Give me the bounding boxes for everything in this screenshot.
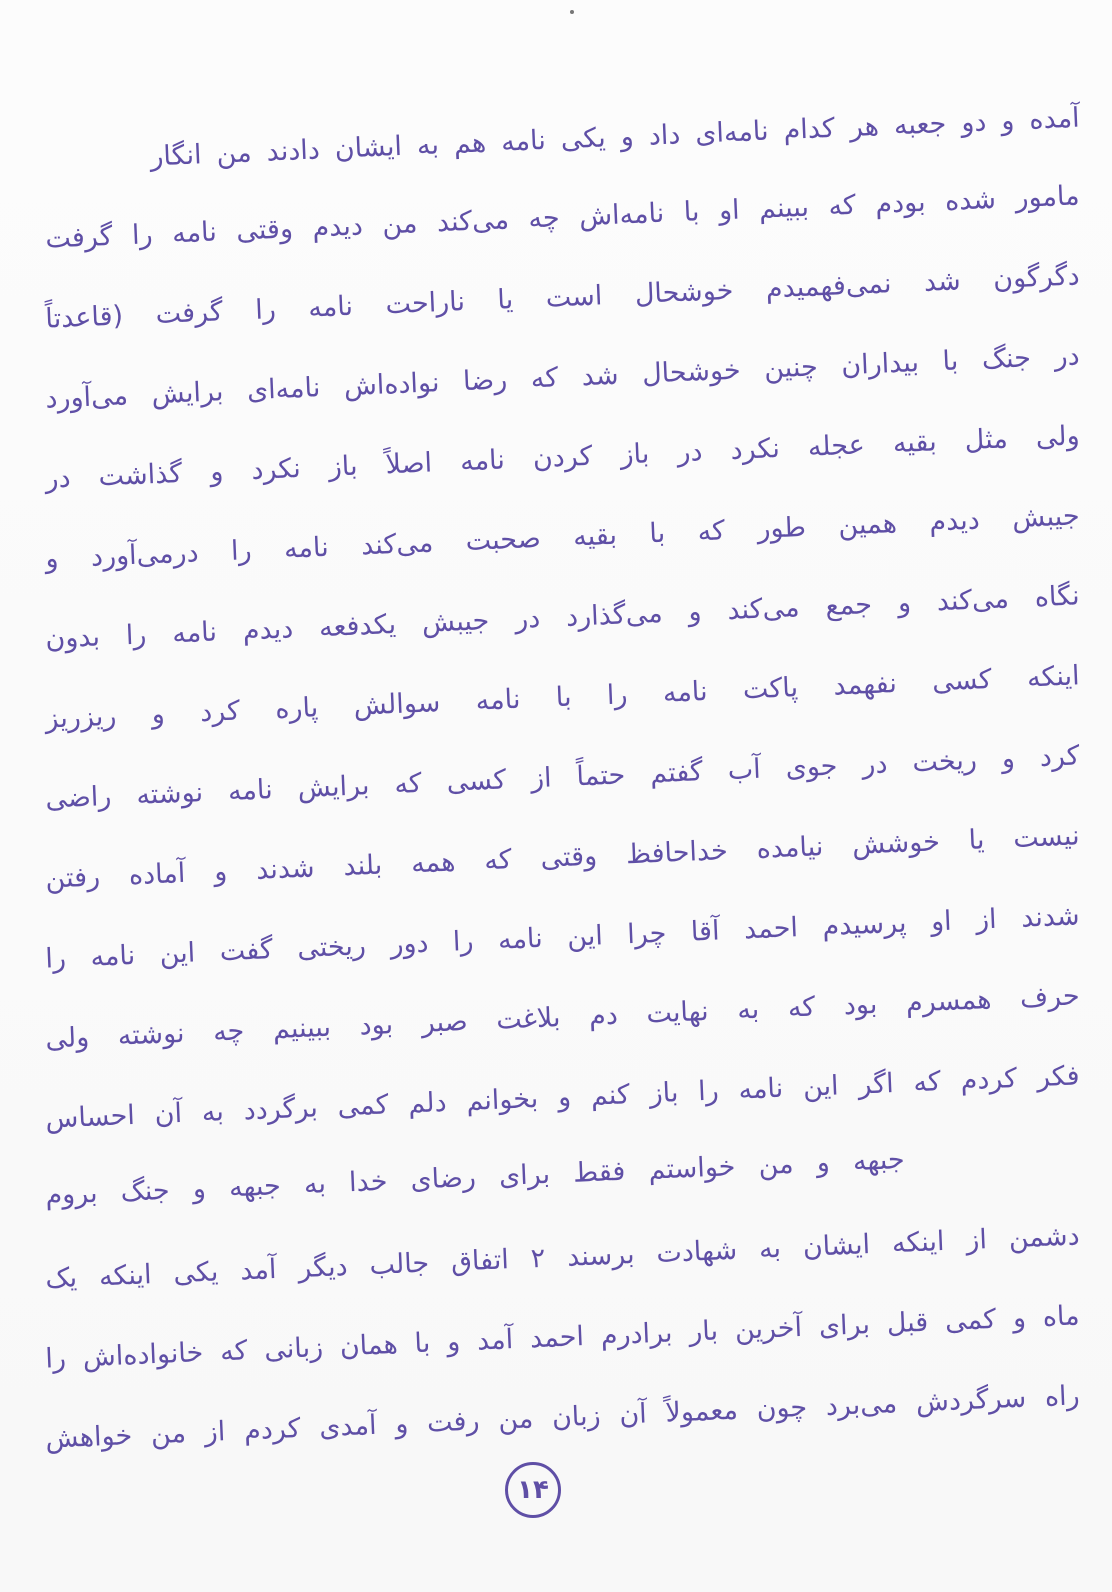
handwritten-line: حرف همسرم بود که به نهایت دم بلاغت صبر بود ببینیم چه نوشته ولی (44, 980, 1081, 1055)
handwritten-line: مامور شده بودم که ببینم او با نامه‌اش چه می‌کند من دیدم وقتی نامه را گرفت (44, 180, 1081, 255)
handwritten-line: در جنگ با بیداران چنین خوشحال شد که رضا نواده‌اش نامه‌ای برایش می‌آورد (44, 340, 1081, 415)
handwritten-line: شدند از او پرسیدم احمد آقا چرا این نامه را دور ریختی گفت این نامه را (44, 900, 1081, 975)
handwritten-line: نیست یا خوشش نیامده خداحافظ وقتی که همه بلند شدند و آماده رفتن (44, 820, 1081, 895)
paper-speck (570, 10, 574, 14)
handwritten-line: راه سرگردش می‌برد چون معمولاً آن زبان من رفت و آمدی کردم از من خواهش (44, 1380, 1081, 1455)
handwritten-line: ماه و کمی قبل برای آخرین بار برادرم احمد آمد و با همان زبانی که خانواده‌اش را (44, 1300, 1081, 1375)
page-number: ۱۴ (505, 1462, 561, 1518)
handwritten-line: کرد و ریخت در جوی آب گفتم حتماً از کسی که برایش نامه نوشته راضی (44, 740, 1081, 815)
handwritten-line: دگرگون شد نمی‌فهمیدم خوشحال است یا ناراحت نامه را گرفت (قاعدتاً (44, 260, 1081, 335)
handwritten-line: نگاه می‌کند و جمع می‌کند و می‌گذارد در جیبش یکدفعه دیدم نامه را بدون (44, 580, 1081, 655)
handwritten-line: جیبش دیدم همین طور که با بقیه صحبت می‌کند نامه را درمی‌آورد و (44, 500, 1081, 575)
handwritten-line: ولی مثل بقیه عجله نکرد در باز کردن نامه اصلاً باز نکرد و گذاشت در (44, 420, 1081, 495)
handwritten-line: اینکه کسی نفهمد پاکت نامه را با نامه سوالش پاره کرد و ریزریز (44, 660, 1081, 735)
handwritten-line: دشمن از اینکه ایشان به شهادت برسند ۲ اتفاق جالب دیگر آمد یکی اینکه یک (44, 1220, 1081, 1295)
handwritten-line: آمده و دو جعبه هر کدام نامه‌ای داد و یکی نامه هم به ایشان دادند من انگار (149, 102, 1081, 173)
handwritten-line: جبهه و من خواستم فقط برای رضای خدا به جبهه و جنگ بروم (44, 1144, 906, 1211)
handwritten-line: فکر کردم که اگر این نامه را باز کنم و بخوانم دلم کمی برگردد به آن احساس (44, 1060, 1081, 1135)
